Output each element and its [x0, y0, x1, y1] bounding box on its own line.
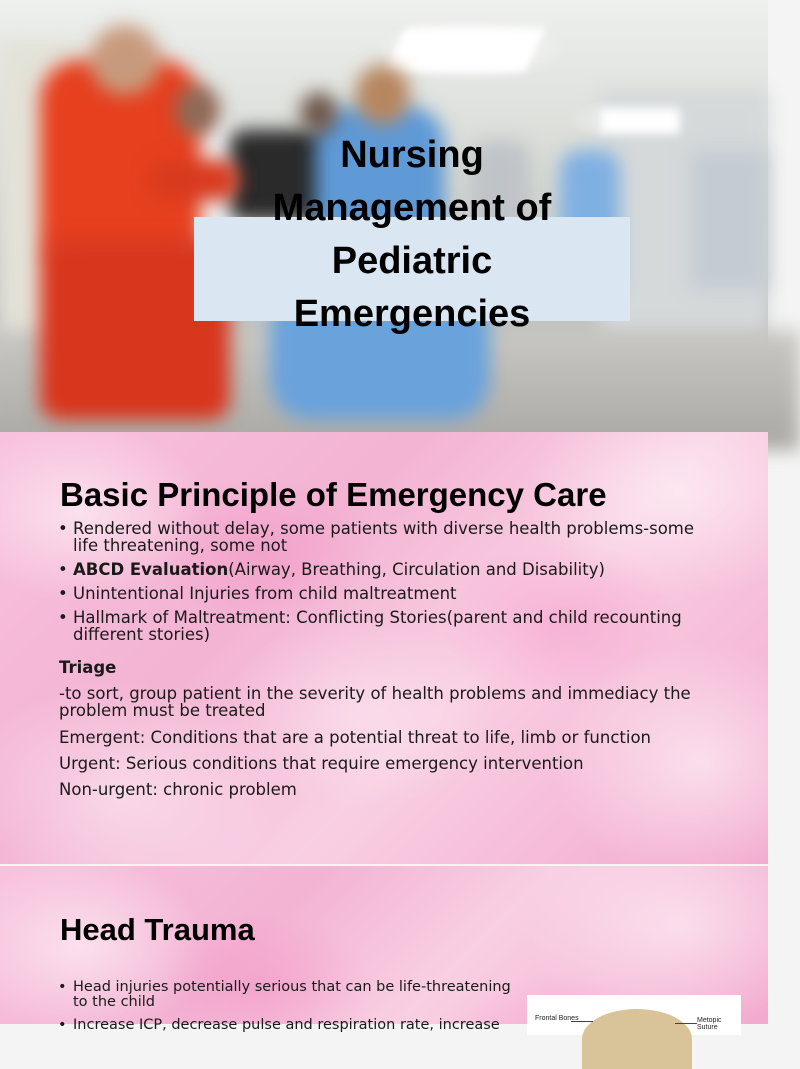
bullet-bold-text: ABCD Evaluation	[73, 560, 229, 579]
head-trauma-slide	[0, 866, 768, 1033]
slide-heading: Head Trauma	[60, 912, 255, 947]
list-item	[58, 1018, 518, 1033]
doctor-head	[175, 85, 220, 135]
urgent-text: Urgent: Serious conditions that require emergency intervention	[59, 754, 584, 773]
skull-diagram	[527, 995, 741, 1035]
bullet-text: Increase ICP, decrease pulse and respiration rate, increase	[73, 1017, 500, 1033]
emergent-text: Emergent: Conditions that are a potential threat to life, limb or function	[59, 728, 651, 747]
ceiling-light	[385, 28, 546, 72]
paramedic-head	[90, 25, 160, 95]
frontal-bones-label: Frontal Bones	[535, 1015, 579, 1022]
list-item	[58, 585, 718, 602]
nurse-head	[355, 65, 410, 125]
triage-definition: -to sort, group patient in the severity of health problems and immediacy the problem must be treated	[59, 684, 691, 720]
label-leader-line	[675, 1023, 697, 1024]
head-trauma-list	[58, 980, 518, 1041]
list-item	[58, 980, 518, 1010]
list-item	[58, 561, 718, 578]
bullet-text: Head injuries potentially serious that can be life-threatening to the child	[73, 979, 511, 1010]
bullet-text: Hallmark of Maltreatment: Conflicting Stories(parent and child recounting different stories)	[73, 608, 682, 644]
list-item	[58, 520, 718, 554]
triage-label: Triage	[59, 658, 117, 677]
slide-heading: Basic Principle of Emergency Care	[60, 476, 607, 513]
metopic-suture-label: Metopic Suture	[697, 1017, 722, 1031]
bullet-text: (Airway, Breathing, Circulation and Disability)	[228, 560, 605, 579]
slide-title: Nursing Management of Pediatric Emergencies	[272, 134, 552, 335]
list-item	[58, 609, 718, 643]
emergency-care-slide	[0, 432, 768, 864]
hallway-door	[690, 150, 768, 290]
principles-list	[58, 520, 718, 650]
bullet-text: Unintentional Injuries from child maltreatment	[73, 584, 457, 603]
staff-head	[300, 92, 338, 134]
title-slide	[0, 0, 768, 432]
skull-shape	[582, 1009, 692, 1069]
bullet-text: Rendered without delay, some patients with diverse health problems-some life threatening, some not	[73, 519, 695, 555]
non-urgent-text: Non-urgent: chronic problem	[59, 780, 297, 799]
